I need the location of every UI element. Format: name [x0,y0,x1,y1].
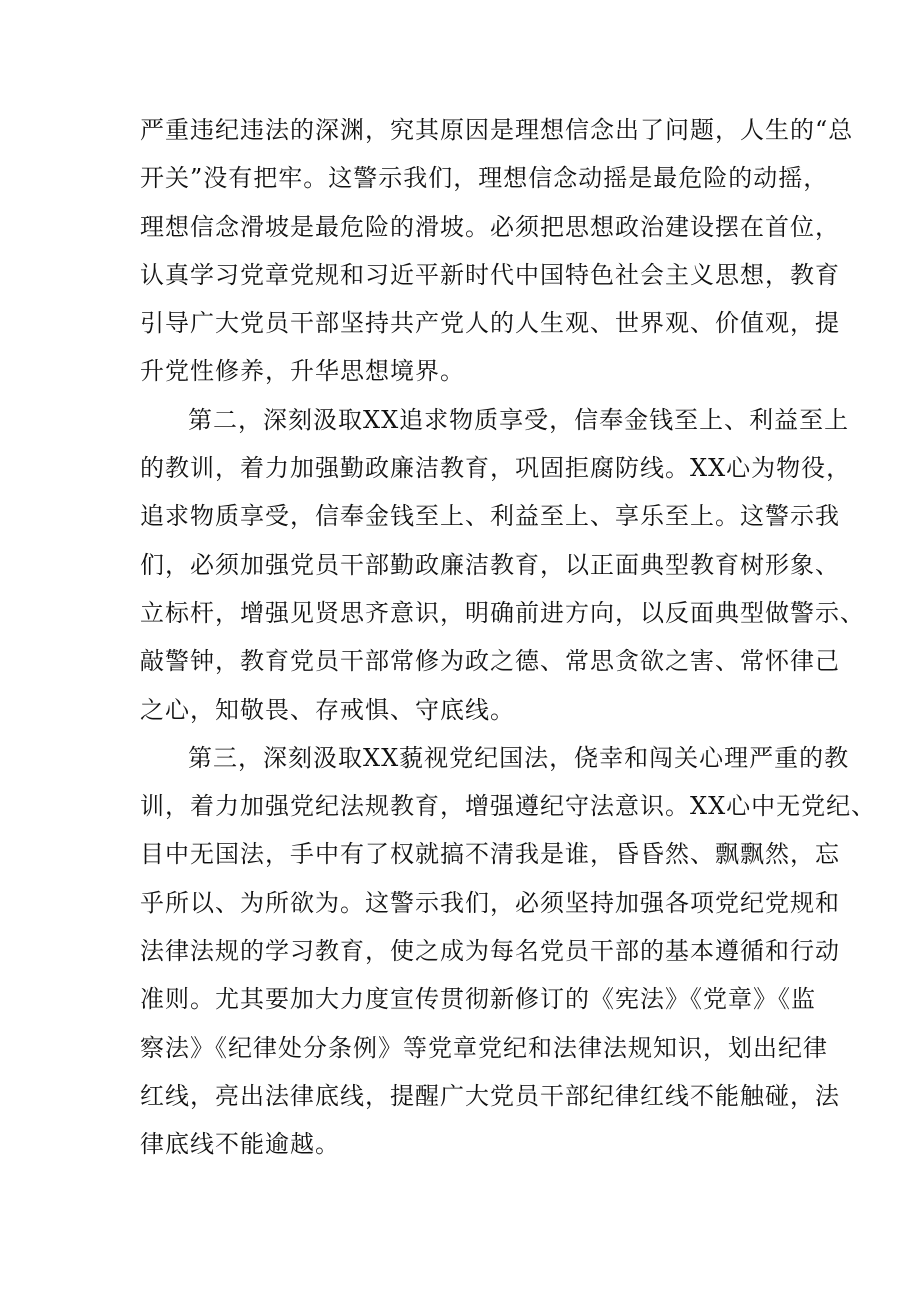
text-line: 察法》《纪律处分条例》等党章党纪和法律法规知识，划出纪律 [140,1033,828,1062]
text-line: 红线，亮出法律底线，提醒广大党员干部纪律红线不能触碰，法 [140,1081,840,1110]
paragraph-3 [140,734,877,1169]
text-line: 敲警钟，教育党员干部常修为政之德、常思贪欲之害、常怀律己 [140,647,840,676]
text-line: 法律法规的学习教育，使之成为每名党员干部的基本遵循和行动 [140,937,840,966]
text-line: 的教训，着力加强勤政廉洁教育，巩固拒腐防线。XX心为物役， [140,454,852,483]
document-body [140,106,877,1169]
text-line: 开关”没有把牢。这警示我们，理想信念动摇是最危险的动摇， [140,164,829,193]
paragraph-1 [140,106,854,396]
text-line: 们，必须加强党员干部勤政廉洁教育，以正面典型教育树形象、 [140,550,840,579]
text-line: 准则。尤其要加大力度宣传贯彻新修订的《宪法》《党章》《监 [140,985,816,1014]
text-line: 之心，知敬畏、存戒惧、守底线。 [140,695,515,724]
text-line: 乎所以、为所欲为。这警示我们，必须坚持加强各项党纪党规和 [140,888,840,917]
text-line: 理想信念滑坡是最危险的滑坡。必须把思想政治建设摆在首位， [140,212,840,241]
text-line: 认真学习党章党规和习近平新时代中国特色社会主义思想，教育 [140,260,840,289]
text-line: 第二，深刻汲取XX追求物质享受，信奉金钱至上、利益至上 [188,405,850,434]
text-line: 律底线不能逾越。 [140,1130,340,1159]
text-line: 目中无国法，手中有了权就搞不清我是谁，昏昏然、飘飘然，忘 [140,840,840,869]
text-line: 引导广大党员干部坚持共产党人的人生观、世界观、价值观，提 [140,309,840,338]
text-line: 严重违纪违法的深渊，究其原因是理想信念出了问题，人生的“总 [140,116,854,144]
text-line: 追求物质享受，信奉金钱至上、利益至上、享乐至上。这警示我 [140,502,840,531]
text-line: 第三，深刻汲取XX藐视党纪国法，侥幸和闯关心理严重的教 [188,743,850,772]
text-line: 训，着力加强党纪法规教育，增强遵纪守法意识。XX心中无党纪、 [140,792,877,821]
text-line: 升党性修养，升华思想境界。 [140,357,465,386]
paragraph-2 [140,396,865,734]
text-line: 立标杆，增强见贤思齐意识，明确前进方向，以反面典型做警示、 [140,598,865,627]
